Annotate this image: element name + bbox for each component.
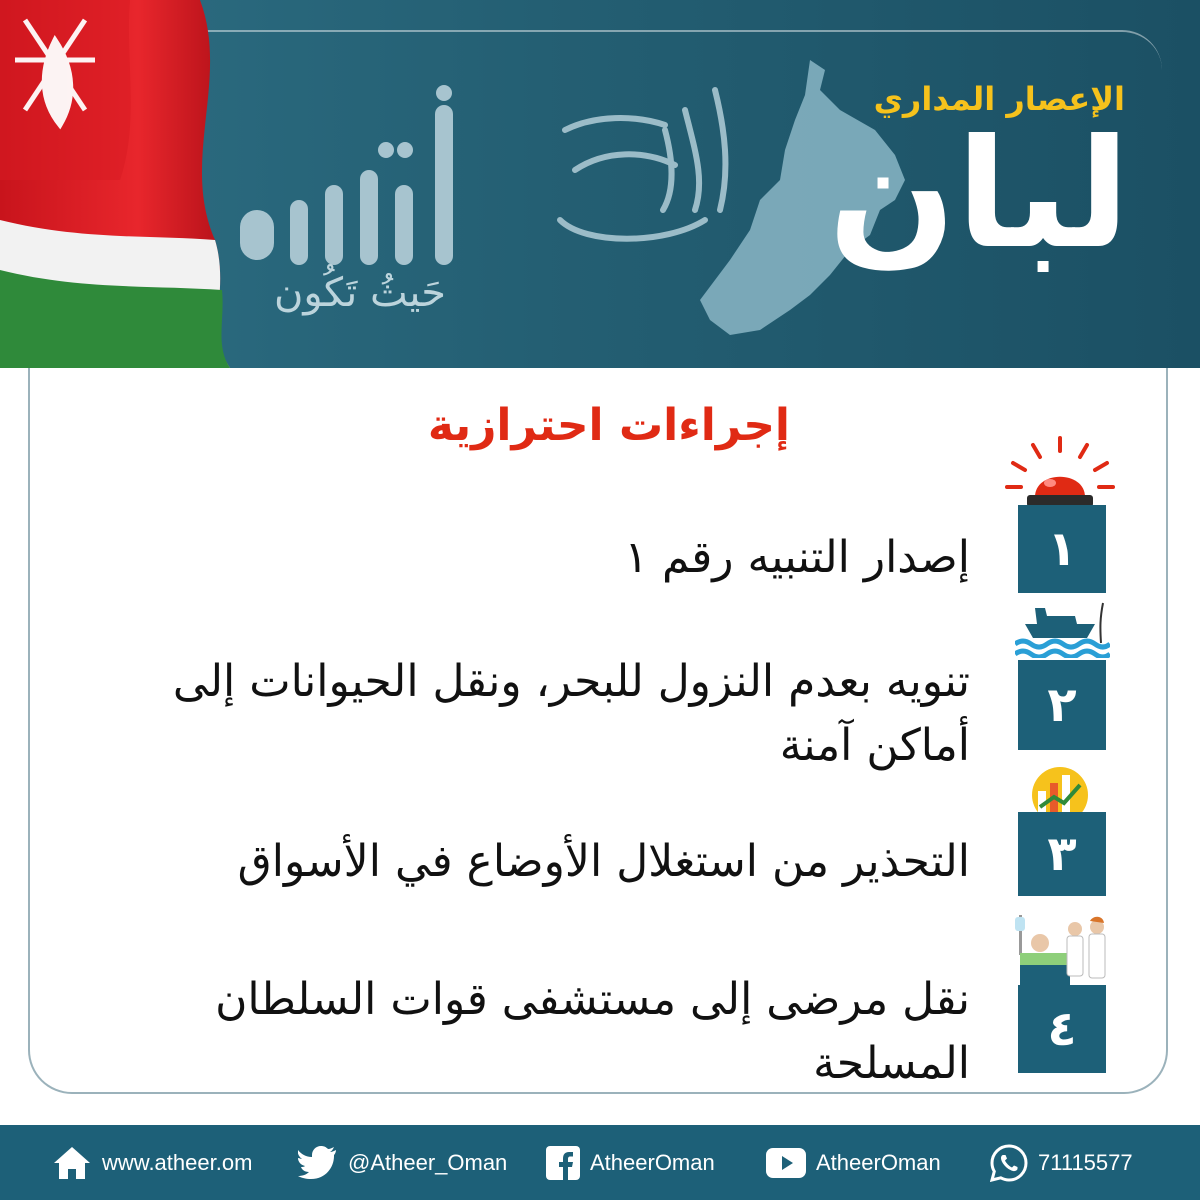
header-title: لبان (828, 108, 1130, 282)
footer-website-text: www.atheer.om (102, 1149, 253, 1175)
item-text-3: التحذير من استغلال الأوضاع في الأسواق (237, 836, 970, 887)
footer-whatsapp[interactable] (990, 1125, 1133, 1200)
facebook-icon (546, 1146, 580, 1180)
header-subtitle: الإعصار المداري (873, 80, 1125, 118)
footer-youtube[interactable] (766, 1125, 941, 1200)
footer-whatsapp-text: 71115577 (1038, 1149, 1133, 1175)
item-text-2: تنويه بعدم النزول للبحر، ونقل الحيوانات إلى أماكن آمنة (172, 656, 970, 771)
oman-flag-icon (0, 0, 240, 368)
footer-bar (0, 1125, 1200, 1200)
item-number-4: ٤ (1018, 985, 1106, 1073)
twitter-icon (298, 1146, 338, 1180)
youtube-icon (766, 1148, 806, 1178)
alarm-light-icon (1005, 435, 1115, 510)
footer-website[interactable] (52, 1125, 252, 1200)
item-text-4: نقل مرضى إلى مستشفى قوات السلطان المسلحة (215, 974, 970, 1089)
footer-facebook-text: AtheerOman (590, 1149, 715, 1175)
header-banner (0, 0, 1200, 368)
hospital-staff-icon (1015, 913, 1110, 985)
footer-twitter[interactable] (298, 1125, 507, 1200)
item-number-1: ١ (1018, 505, 1106, 593)
footer-facebook[interactable] (546, 1125, 715, 1200)
home-icon (52, 1145, 92, 1181)
whatsapp-icon (990, 1144, 1028, 1182)
logo-tagline: حَيثُ تَكُون (273, 270, 447, 316)
item-number-3: ٣ (1018, 812, 1106, 896)
calligraphy-icon (545, 70, 745, 260)
item-text-1: إصدار التنبيه رقم ١ (624, 532, 970, 583)
footer-youtube-text: AtheerOman (816, 1149, 941, 1175)
section-title: إجراءات احترازية (427, 400, 790, 451)
item-number-2: ٢ (1018, 660, 1106, 750)
footer-twitter-text: @Atheer_Oman (348, 1149, 508, 1175)
boat-icon (1015, 598, 1110, 658)
